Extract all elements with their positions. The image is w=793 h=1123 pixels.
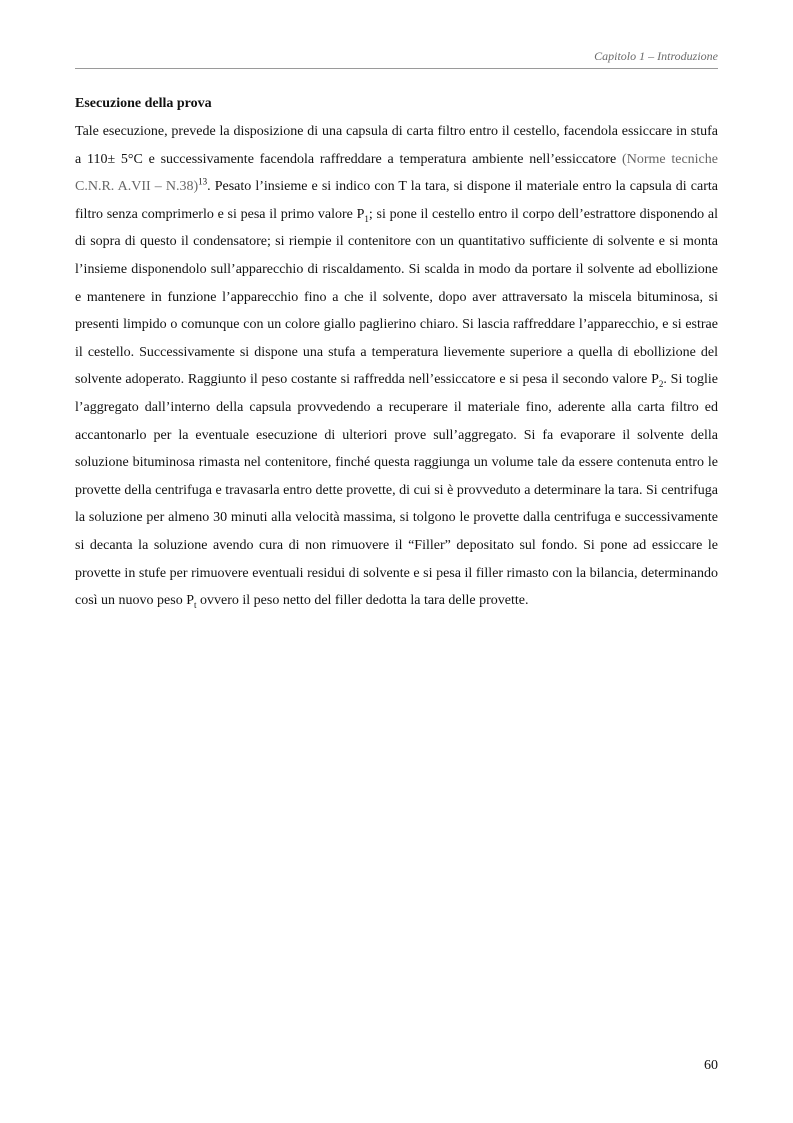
plus-minus-sign: ± (107, 151, 116, 167)
subscript-2: 2 (658, 379, 664, 390)
norm-reference: (Norme tecniche C.N.R. A.VII – N.38) (75, 151, 718, 195)
running-header: Capitolo 1 – Introduzione (594, 49, 718, 63)
page-content (75, 94, 718, 615)
text-run: ; si pone il cestello entro il corpo dell’estrattore disponendo al di sopra di questo il condensatore; si riempie il contenitore con un quantitativo sufficiente di solvente e si monta l’insieme disponendolo sull’apparecchio di riscaldamento. Si scalda in modo da portare il solvente ad ebollizione e mantenere in funzione l’apparecchio fino a che il solvente, dopo aver attraversato la miscela bituminosa, si presenti limpido o comunque con un colore giallo paglierino chiaro. Si lascia raffreddare l’apparecchio, e si estrae il cestello. Successivamente si dispone una stufa a temperatura lievemente superiore a quella di ebollizione del solvente adoperato. Raggiunto il peso costante si raffredda nell’essiccatore e si pesa il secondo valore P (75, 206, 718, 388)
section-heading: Esecuzione della prova (75, 96, 212, 111)
footnote-reference: 13 (198, 176, 208, 187)
text-run: Tale esecuzione, prevede la disposizione di una capsula di carta filtro entro il cestello, facendola essiccare in stufa a 110 (75, 124, 718, 167)
text-run: 5°C e successivamente facendola raffreddare a temperatura ambiente nell’essiccatore (115, 151, 623, 167)
text-run: . Pesato l’insieme e si indico con T la tara, si dispone il materiale entro la capsula di carta filtro senza comprimerlo e si pesa il primo valore P (75, 179, 718, 222)
text-run: ovvero il peso netto del filler dedotta la tara delle provette. (196, 593, 529, 609)
header-rule (75, 68, 718, 69)
subscript-1: 1 (364, 213, 369, 224)
page-number: 60 (704, 1058, 718, 1073)
text-run: . Si toglie l’aggregato dall’interno della capsula provvedendo a recuperare il materiale fino, aderente alla carta filtro ed accantonarlo per la eventuale esecuzione di ulteriori prove sull’aggregato. Si fa evaporare il solvente della soluzione bituminosa rimasta nel contenitore, finché questa raggiunga un volume tale da essere contenuta entro le provette della centrifuga e travasarla entro dette provette, di cui si è provveduto a determinare la tara. Si centrifuga la soluzione per almeno 30 minuti alla velocità massima, si tolgono le provette dalla centrifuga e successivamente si decanta la soluzione avendo cura di non rimuovere il “Filler” depositato sul fondo. Si pone ad essiccare le provette in stufe per rimuovere eventuali residui di solvente e si pesa il filler rimasto con la bilancia, determinando così un nuovo peso P (75, 372, 718, 609)
body-paragraph (75, 118, 718, 615)
subscript-t: t (194, 599, 197, 610)
